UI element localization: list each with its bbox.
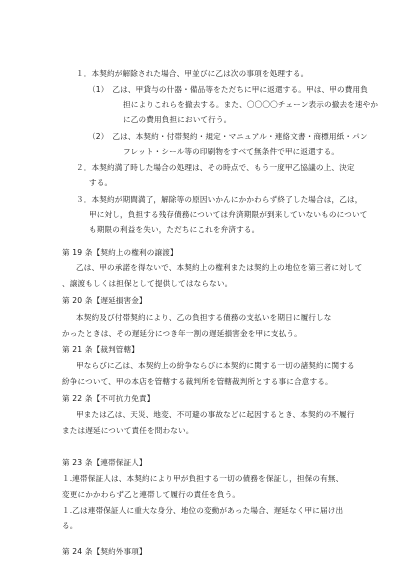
article-23-line-1: １.連帯保証人は、本契約により甲が負担する一切の債務を保証し，担保の有無、	[62, 474, 344, 483]
article-19-line-1: 乙は、甲の承諾を得ないで、本契約上の権利または契約上の地位を第三者に対して	[76, 263, 363, 272]
item-3-line-3: も期限の利益を失い，ただちにこれを弁済する。	[89, 225, 260, 234]
article-24-heading: 第 24 条【契約外事項】	[62, 547, 147, 556]
article-23-line-2: 変更にかかわらず乙と連帯して履行の責任を負う。	[62, 490, 241, 499]
article-22-heading: 第 22 条【不可抗力免責】	[62, 394, 155, 403]
article-20-line-1: 本契約及び付帯契約により、乙の負担する債務の支払いを期日に履行しな	[76, 313, 332, 322]
article-20-line-2: かったときは、その遅延分につき年一割の遅延損害金を甲に支払う。	[62, 329, 302, 338]
article-23-line-3: １.乙は連帯保証人に重大な身分、地位の変動があった場合、遅延なく甲に届け出	[62, 506, 344, 515]
sub-item-2-line-2: フレット・シール等の印刷物をすべて無条件で甲に返還する。	[123, 147, 340, 156]
article-22-line-1: 甲または乙は、天災、地変、不可避の事故などに起因するとき、本契約の不履行	[76, 410, 355, 419]
article-21-line-2: 紛争について、甲の本店を管轄する裁判所を管轄裁判所とする事に合意する。	[62, 377, 333, 386]
item-3-line-2: 甲に対し，負担する残存債務については弁済期限が到来していないものについて	[89, 210, 368, 219]
article-19-line-2: 、譲渡もしくは担保として提供してはならない。	[62, 279, 233, 288]
item-2-line-1: ２．本契約満了時した場合の処理は、その時点で、もう一度甲乙協議の上、決定	[76, 163, 355, 172]
article-23-heading: 第 23 条【連帯保証人】	[62, 458, 147, 467]
sub-item-2-line-1: （2） 乙は、本契約・付帯契約・規定・マニュアル・連絡文書・商標用紙・パン	[88, 132, 368, 141]
sub-item-1-line-1: （1） 乙は、甲貸与の什器・備品等をただちに甲に返還する。甲は、甲の費用負	[88, 85, 368, 94]
item-2-line-2: する。	[89, 178, 113, 187]
article-22-line-2: または遅延について責任を問わない。	[62, 426, 194, 435]
item-3-line-1: ３．本契約が期間満了，解除等の原因いかんにかかわらず終了した場合は，乙は，	[76, 195, 363, 204]
article-21-heading: 第 21 条【裁判管轄】	[62, 345, 140, 354]
item-1-text: １．本契約が解除された場合、甲並びに乙は次の事項を処理する。	[76, 69, 309, 78]
sub-item-1-line-3: に乙の費用負担において行う。	[123, 115, 232, 124]
article-21-line-1: 甲ならびに乙は、本契約上の紛争ならびに本契約に関する一切の諸契約に関する	[76, 361, 355, 370]
article-19-heading: 第 19 条【契約上の権利の譲渡】	[62, 248, 178, 257]
article-23-line-4: る。	[62, 521, 78, 530]
sub-item-1-line-2: 担によりこれらを撤去する。また、〇〇〇〇チェーン表示の撤去を速やか	[123, 100, 379, 109]
article-20-heading: 第 20 条【遅延損害金】	[62, 296, 147, 305]
